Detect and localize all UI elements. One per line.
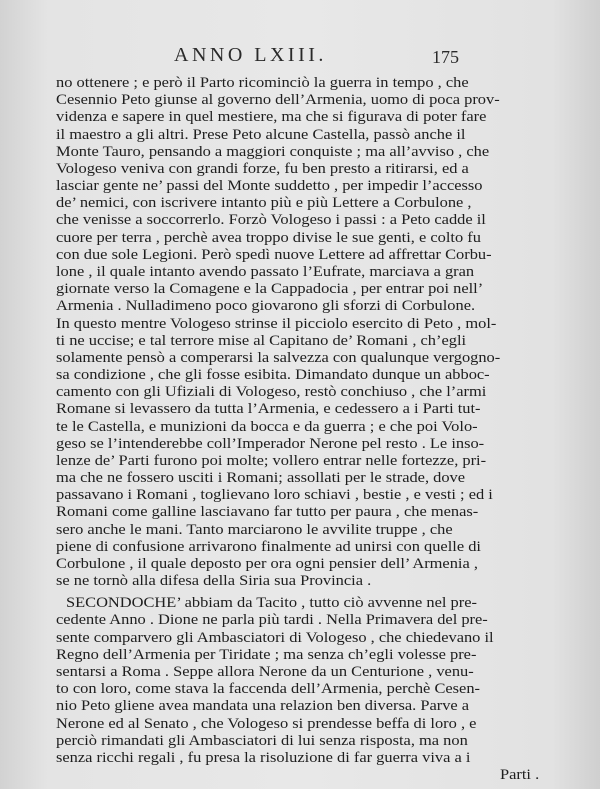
text-line: il maestro a gli altri. Prese Peto alcune Castella, passò anche il (56, 125, 466, 143)
text-line: ti ne uccise; e tal terrore mise al Capitano de’ Romani , ch’egli (56, 331, 467, 349)
text-line: lasciar gente ne’ passi del Monte suddetto , per impedir l’accesso (56, 177, 483, 195)
text-line: geso se l’intenderebbe coll’Imperador Nerone pel resto . Le inso- (56, 434, 485, 452)
text-line: passavano i Romani , toglievano loro schiavi , bestie , e vesti ; ed i (56, 486, 493, 504)
text-line: In questo mentre Vologeso strinse il picciolo esercito di Peto , mol- (56, 314, 497, 332)
text-line: lone , il quale intanto avendo passato l’Eufrate, marciava a gran (56, 262, 475, 280)
text-line: to con loro, come stava la faccenda dell’Armenia, perchè Cesen- (56, 680, 481, 698)
text-line: cuore per terra , perchè avea troppo divise le sue genti, e colto fu (56, 228, 481, 246)
text-line: Corbulone , il quale deposto per ora ogni pensier dell’ Armenia , (56, 554, 478, 572)
text-line: SECONDOCHE’ abbiam da Tacito , tutto ciò avvenne nel pre- (66, 594, 477, 612)
text-line: sentarsi a Roma . Seppe allora Nerone da un Centurione , venu- (56, 663, 474, 680)
text-line: Nerone ed al Senato , che Vologeso si prendesse beffa di loro , e (56, 714, 477, 732)
text-line: videnza e sapere in quel mestiere, ma che si figurava di poter fare (56, 108, 487, 126)
text-line: se ne tornò alla difesa della Siria sua Provincia . (56, 572, 372, 590)
text-line: Regno dell’Armenia per Tiridate ; ma senza ch’egli volesse pre- (56, 645, 477, 663)
text-line: solamente pensò a comperarsi la salvezza con qualunque vergogno- (56, 348, 501, 366)
text-line: Vologeso veniva con grandi forze, fu ben presto a ritirarsi, ed a (56, 159, 469, 177)
text-line: cedente Anno . Dione ne parla più tardi . Nella Primavera del pre- (56, 611, 488, 629)
text-line: lenze de’ Parti furono poi molte; vollero entrar nelle fortezze, pri- (56, 451, 487, 469)
text-line: sero anche le mani. Tanto marciarono le avvilite truppe , che (56, 520, 453, 538)
text-line: sente comparvero gli Ambasciatori di Vologeso , che chiedevano il (56, 628, 494, 646)
text-line: de’ nemici, con iscrivere intanto più e più Lettere a Corbulone , (56, 194, 472, 212)
text-line: te le Castella, e munizioni da bocca e da guerra ; e che poi Volo- (56, 417, 478, 435)
text-line: perciò rimandati gli Ambasciatori di lui senza risposta, ma non (56, 731, 468, 749)
text-line: no ottenere ; e però il Parto ricominciò la guerra in tempo , che (56, 74, 469, 91)
text-line: Romane si levassero da tutta l’Armenia, e cedessero a i Parti tut- (56, 400, 481, 418)
text-line: ma che ne fossero usciti i Romani; assollati per le strade, dove (56, 469, 466, 486)
text-line: Monte Tauro, pensando a maggiori conquiste ; ma all’avviso , che (56, 142, 490, 160)
text-line: piene di confusione arrivarono finalmente ad unirsi con quelle di (56, 537, 481, 555)
text-line: che venisse a soccorrerlo. Forzò Vologeso i passi : a Peto cadde il (56, 211, 486, 229)
text-line: nio Peto gliene avea mandata una relazion ben diversa. Parve a (56, 697, 470, 715)
text-line: Romani come galline lasciavano far tutto per paura , che menas- (56, 503, 479, 521)
text-line: senza ricchi regali , fu presa la risoluzione di far guerra viva a i (56, 748, 471, 766)
text-line: giornate verso la Comagene e la Cappadocia , per entrar poi nell’ (56, 280, 484, 298)
page-number: 175 (432, 47, 459, 67)
text-line: con due sole Legioni. Però spedì nuove Lettere ad affrettar Corbu- (56, 245, 492, 263)
text-line: sa condizione , che gli fosse esibita. Dimandato dunque un abboc- (56, 366, 490, 383)
text-line: Parti . (500, 766, 540, 783)
text-line: camento con gli Ufiziali di Vologeso, restò conchiuso , che l’armi (56, 383, 487, 401)
text-line: Armenia . Nulladimeno poco giovarono gli sforzi di Corbulone. (56, 297, 476, 315)
text-line: Cesennio Peto giunse al governo dell’Armenia, uomo di poca prov- (56, 91, 500, 109)
running-header: ANNO LXIII. (174, 44, 327, 66)
